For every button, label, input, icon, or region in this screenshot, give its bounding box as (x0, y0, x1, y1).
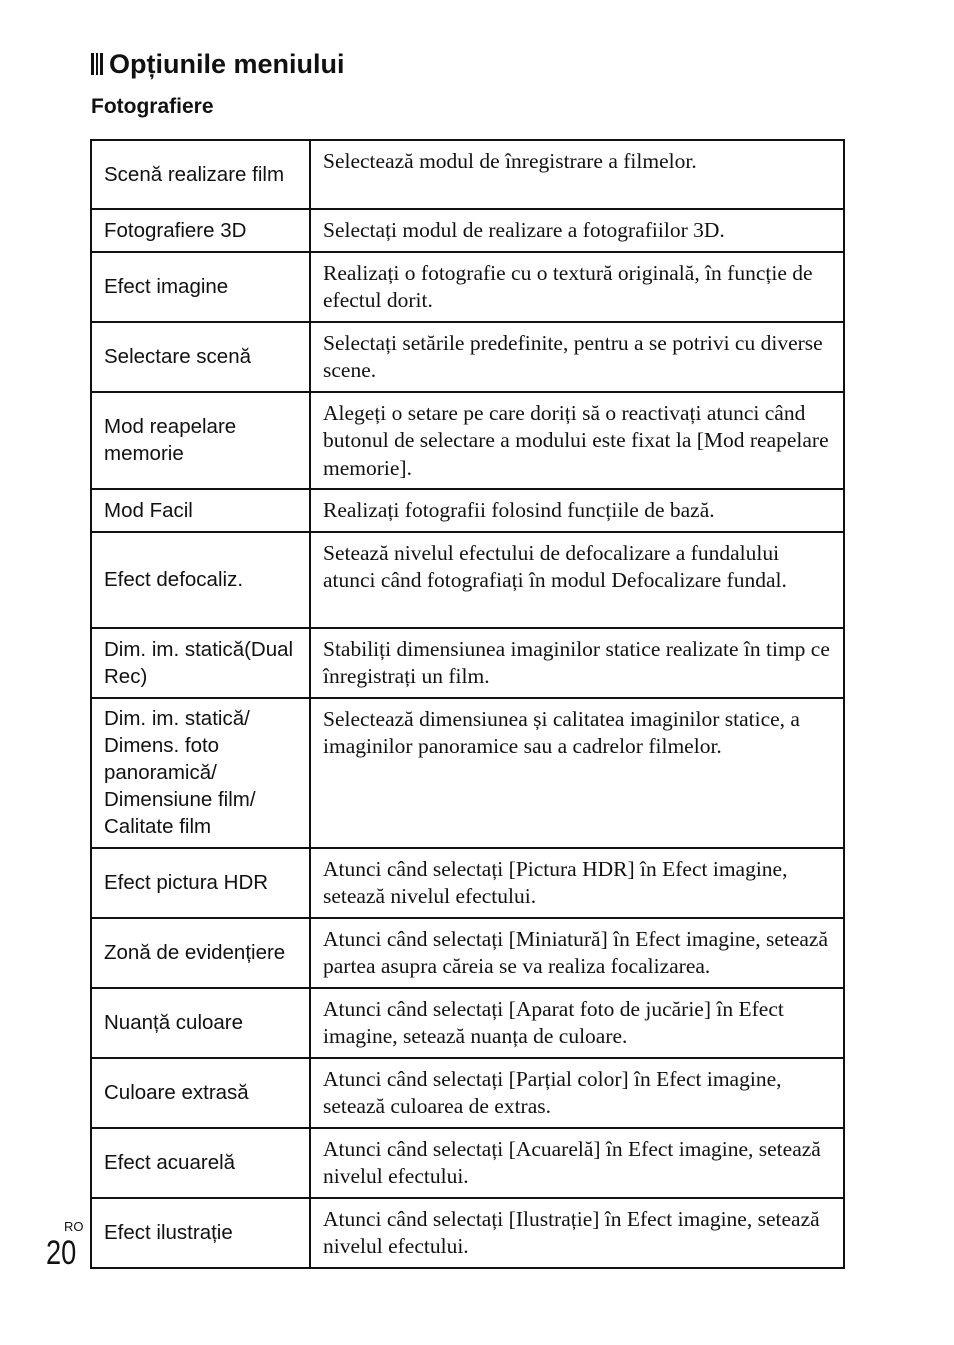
option-name: Efect acuarelă (91, 1128, 310, 1198)
heading-marker-icon (91, 53, 103, 75)
option-name: Mod reapelare memorie (91, 392, 310, 490)
option-description: Atunci când selectați [Ilustrație] în Efect imagine, setează nivelul efectului. (310, 1198, 844, 1268)
page-number: 20 (46, 1234, 77, 1272)
option-name: Efect ilustrație (91, 1198, 310, 1268)
table-row (91, 532, 844, 628)
table-row (91, 392, 844, 490)
option-name: Zonă de evidențiere (91, 918, 310, 988)
option-description: Atunci când selectați [Parțial color] în Efect imagine, setează culoarea de extras. (310, 1058, 844, 1128)
table-row (91, 252, 844, 322)
option-description: Selectează modul de înregistrare a filmelor. (310, 140, 844, 209)
option-description: Realizați o fotografie cu o textură originală, în funcție de efectul dorit. (310, 252, 844, 322)
page-language-code: RO (64, 1219, 84, 1234)
option-name: Culoare extrasă (91, 1058, 310, 1128)
option-name: Efect defocaliz. (91, 532, 310, 628)
option-description: Atunci când selectați [Acuarelă] în Efect imagine, setează nivelul efectului. (310, 1128, 844, 1198)
option-description: Selectați modul de realizare a fotografiilor 3D. (310, 209, 844, 252)
option-name: Dim. im. statică(Dual Rec) (91, 628, 310, 698)
option-name: Dim. im. statică/ Dimens. foto panoramică/ Dimensiune film/ Calitate film (91, 698, 310, 848)
option-description: Realizați fotografii folosind funcțiile de bază. (310, 489, 844, 532)
option-name: Efect pictura HDR (91, 848, 310, 918)
option-description: Stabiliți dimensiunea imaginilor statice realizate în timp ce înregistrați un film. (310, 628, 844, 698)
table-row (91, 988, 844, 1058)
option-description: Atunci când selectați [Miniatură] în Efect imagine, setează partea asupra căreia se va realiza focalizarea. (310, 918, 844, 988)
option-description: Selectează dimensiunea și calitatea imaginilor statice, a imaginilor panoramice sau a cadrelor filmelor. (310, 698, 844, 848)
table-row (91, 140, 844, 209)
table-row (91, 848, 844, 918)
section-heading (91, 46, 345, 82)
option-description: Selectați setările predefinite, pentru a se potrivi cu diverse scene. (310, 322, 844, 392)
option-description: Alegeți o setare pe care doriți să o reactivați atunci când butonul de selectare a modului este fixat la [Mod reapelare memorie]. (310, 392, 844, 490)
table-row (91, 1058, 844, 1128)
table-row (91, 1128, 844, 1198)
menu-options-body (91, 140, 844, 1268)
subsection-title: Fotografiere (91, 95, 214, 118)
heading-title: Opțiunile meniului (109, 49, 345, 79)
option-description: Setează nivelul efectului de defocalizare a fundalului atunci când fotografiați în modul Defocalizare fundal. (310, 532, 844, 628)
option-description: Atunci când selectați [Aparat foto de jucărie] în Efect imagine, setează nuanța de culoare. (310, 988, 844, 1058)
table-row (91, 918, 844, 988)
table-row (91, 322, 844, 392)
option-name: Fotografiere 3D (91, 209, 310, 252)
option-name: Efect imagine (91, 252, 310, 322)
menu-options-table (90, 139, 845, 1269)
table-row (91, 209, 844, 252)
table-row (91, 698, 844, 848)
option-name: Nuanță culoare (91, 988, 310, 1058)
option-name: Mod Facil (91, 489, 310, 532)
table-row (91, 628, 844, 698)
option-description: Atunci când selectați [Pictura HDR] în Efect imagine, setează nivelul efectului. (310, 848, 844, 918)
table-row (91, 489, 844, 532)
option-name: Scenă realizare film (91, 140, 310, 209)
table-row (91, 1198, 844, 1268)
option-name: Selectare scenă (91, 322, 310, 392)
